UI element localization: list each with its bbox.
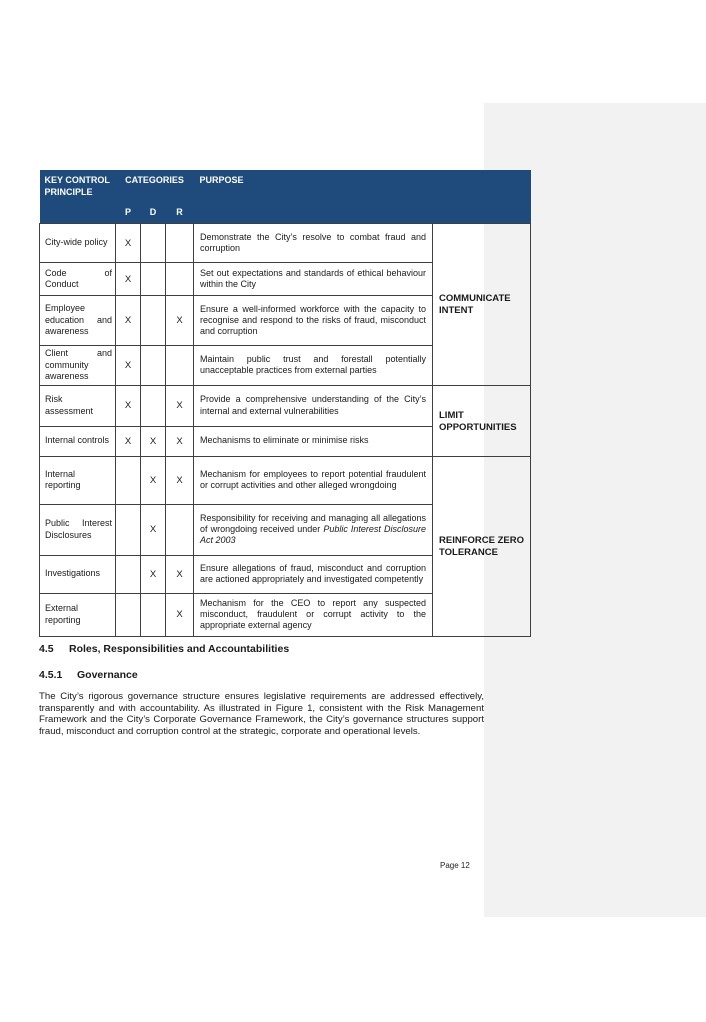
category-d-cell xyxy=(141,224,166,263)
category-r-cell: X xyxy=(166,296,194,346)
category-p-cell xyxy=(116,456,141,504)
category-p-cell: X xyxy=(116,263,141,296)
category-r-cell xyxy=(166,263,194,296)
table-row xyxy=(40,385,531,426)
header-categories: CATEGORIES xyxy=(116,170,194,201)
purpose-cell: Mechanism for employees to report potential fraudulent or corrupt activities and other alleged wrongdoing xyxy=(194,456,433,504)
category-p-cell: X xyxy=(116,346,141,386)
purpose-cell: Ensure allegations of fraud, misconduct and corruption are actioned appropriately and investigated competently xyxy=(194,555,433,593)
category-d-cell xyxy=(141,385,166,426)
category-r-cell: X xyxy=(166,555,194,593)
category-d-cell: X xyxy=(141,555,166,593)
category-p-cell: X xyxy=(116,296,141,346)
category-d-cell xyxy=(141,346,166,386)
category-p-cell: X xyxy=(116,385,141,426)
category-d-cell: X xyxy=(141,426,166,456)
category-p-cell xyxy=(116,593,141,636)
purpose-cell: Demonstrate the City’s resolve to combat fraud and corruption xyxy=(194,224,433,263)
principle-cell: Internal reporting xyxy=(40,456,116,504)
header-purpose: PURPOSE xyxy=(194,170,433,224)
table-row xyxy=(40,224,531,263)
header-sub-r: R xyxy=(166,201,194,224)
principle-cell: Risk assessment xyxy=(40,385,116,426)
principle-cell: City-wide policy xyxy=(40,224,116,263)
purpose-act-reference: Public Interest Disclosure Act 2003 xyxy=(200,523,426,546)
purpose-cell: Maintain public trust and forestall potentially unacceptable practices from external parties xyxy=(194,346,433,386)
principle-cell: Investigations xyxy=(40,555,116,593)
purpose-cell: Mechanisms to eliminate or minimise risks xyxy=(194,426,433,456)
category-r-cell: X xyxy=(166,426,194,456)
category-r-cell: X xyxy=(166,385,194,426)
purpose-cell: Ensure a well-informed workforce with the capacity to recognise and respond to the risks of fraud, misconduct and corruption xyxy=(194,296,433,346)
category-r-cell xyxy=(166,346,194,386)
header-key-control-principle: KEY CONTROL PRINCIPLE xyxy=(40,170,116,224)
purpose-text: Responsibility for receiving and managing all allegations of wrongdoing received under xyxy=(200,512,426,534)
group-label-communicate-intent: COMMUNICATE INTENT xyxy=(433,224,531,386)
purpose-cell: Set out expectations and standards of ethical behaviour within the City xyxy=(194,263,433,296)
key-control-principle-table xyxy=(39,170,531,637)
category-d-cell: X xyxy=(141,456,166,504)
category-r-cell: X xyxy=(166,593,194,636)
category-r-cell xyxy=(166,504,194,555)
purpose-cell xyxy=(194,504,433,555)
category-d-cell xyxy=(141,296,166,346)
principle-cell: Client and community awareness xyxy=(40,346,116,386)
principle-cell: Internal controls xyxy=(40,426,116,456)
group-label-reinforce-zero-tolerance: REINFORCE ZERO TOLERANCE xyxy=(433,456,531,636)
governance-paragraph: The City’s rigorous governance structure ensures legislative requirements are addressed effectively, transparently and with accountability. As illustrated in Figure 1, consistent with the Risk Management Framework and the City’s Corporate Governance Framework, the City’s governance structures support fraud, misconduct and corruption control at the strategic, corporate and operational levels. xyxy=(39,691,484,738)
category-r-cell xyxy=(166,224,194,263)
page-number: Page 12 xyxy=(440,861,470,870)
section-heading-4-5-1 xyxy=(39,669,484,681)
header-group-spacer xyxy=(433,170,531,224)
principle-cell: External reporting xyxy=(40,593,116,636)
section-number: 4.5 xyxy=(39,643,54,655)
section-title: Roles, Responsibilities and Accountabilities xyxy=(69,643,290,655)
section-number: 4.5.1 xyxy=(39,669,63,681)
principle-cell: Employee education and awareness xyxy=(40,296,116,346)
table-row xyxy=(40,456,531,504)
category-d-cell xyxy=(141,263,166,296)
section-heading-4-5 xyxy=(39,643,484,655)
table-header xyxy=(40,170,531,224)
principle-cell: Code of Conduct xyxy=(40,263,116,296)
category-p-cell: X xyxy=(116,224,141,263)
category-p-cell xyxy=(116,504,141,555)
header-sub-d: D xyxy=(141,201,166,224)
category-p-cell xyxy=(116,555,141,593)
purpose-cell: Mechanism for the CEO to report any suspected misconduct, fraudulent or corrupt activity to the appropriate external agency xyxy=(194,593,433,636)
section-title: Governance xyxy=(77,669,138,681)
header-sub-p: P xyxy=(116,201,141,224)
principle-cell: Public Interest Disclosures xyxy=(40,504,116,555)
category-p-cell: X xyxy=(116,426,141,456)
group-label-limit-opportunities: LIMIT OPPORTUNITIES xyxy=(433,385,531,456)
purpose-cell: Provide a comprehensive understanding of the City’s internal and external vulnerabilities xyxy=(194,385,433,426)
category-d-cell: X xyxy=(141,504,166,555)
category-d-cell xyxy=(141,593,166,636)
category-r-cell: X xyxy=(166,456,194,504)
